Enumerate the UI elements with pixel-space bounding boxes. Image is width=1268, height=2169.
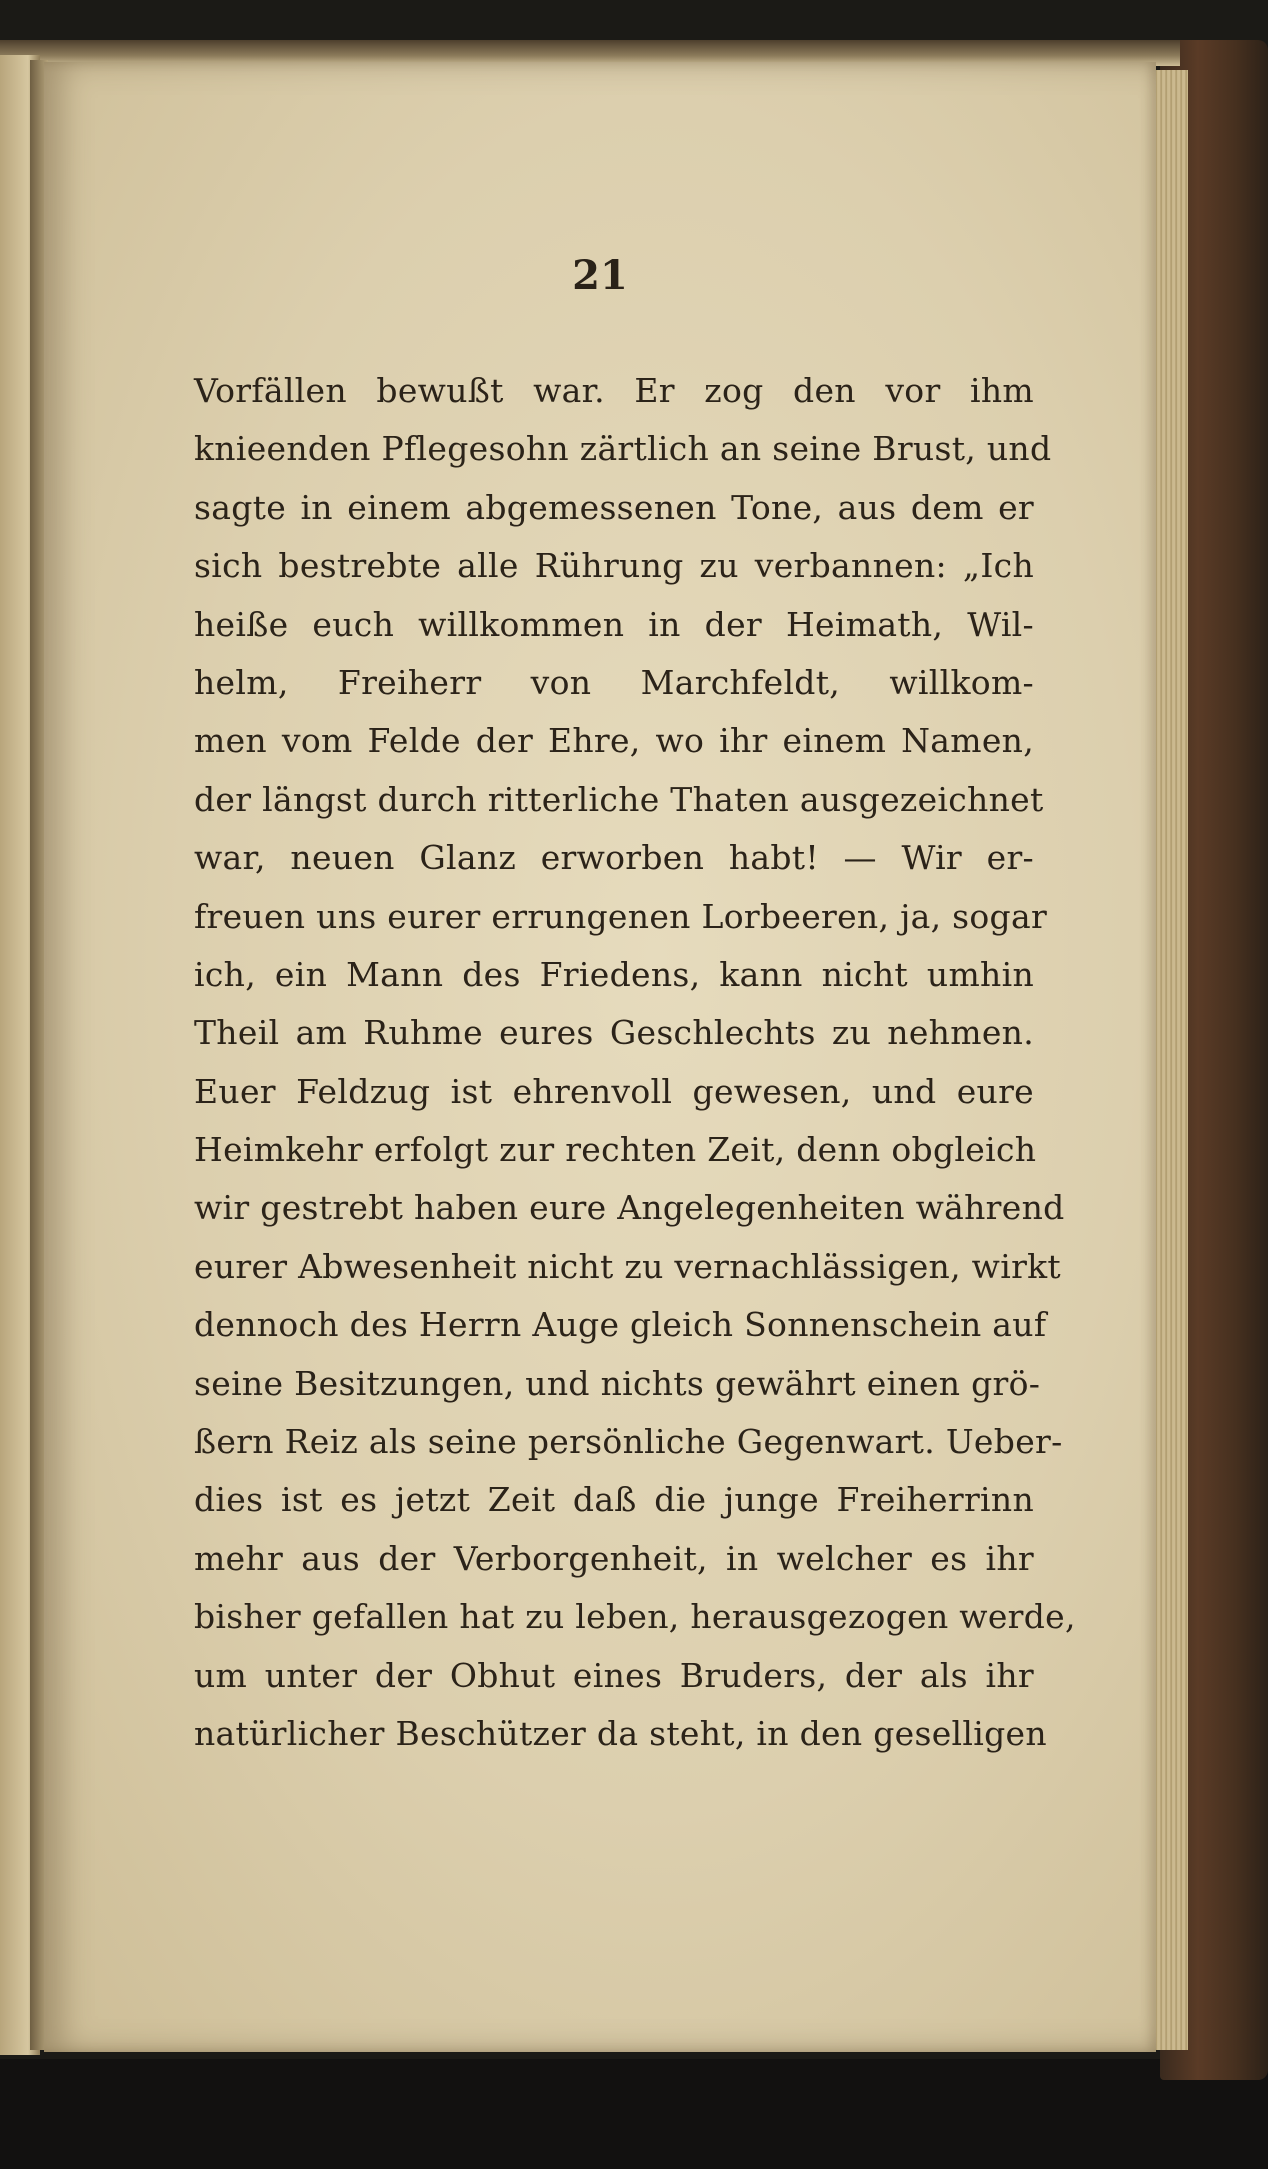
text-line: men vom Felde der Ehre, wo ihr einem Namen, [194, 721, 1034, 761]
text-line: Heimkehr erfolgt zur rechten Zeit, denn obgleich [194, 1130, 1037, 1170]
text-line: Euer Feldzug ist ehrenvoll gewesen, und eure [194, 1071, 1034, 1111]
text-line: um unter der Obhut eines Bruders, der als ihr [194, 1655, 1034, 1695]
text-line: bisher gefallen hat zu leben, herausgezogen werde, [194, 1597, 1076, 1637]
text-line: mehr aus der Verborgenheit, in welcher es ihr [194, 1538, 1034, 1578]
text-line: eurer Abwesenheit nicht zu vernachlässigen, wirkt [194, 1246, 1061, 1286]
text-line: wir gestrebt haben eure Angelegenheiten während [194, 1188, 1065, 1228]
text-line: dies ist es jetzt Zeit daß die junge Freiherrinn [194, 1480, 1034, 1520]
text-line: ich, ein Mann des Friedens, kann nicht umhin [194, 954, 1034, 994]
text-line: helm, Freiherr von Marchfeldt, willkom- [194, 662, 1034, 702]
text-line: sich bestrebte alle Rührung zu verbannen: „Ich [194, 546, 1034, 586]
text-line: Vorfällen bewußt war. Er zog den vor ihm [194, 371, 1034, 410]
text-line: Theil am Ruhme eures Geschlechts zu nehmen. [194, 1013, 1034, 1053]
text-line: seine Besitzungen, und nichts gewährt einen grö- [194, 1363, 1041, 1403]
text-line: sagte in einem abgemessenen Tone, aus dem er [194, 487, 1034, 527]
text-line: dennoch des Herrn Auge gleich Sonnenschein auf [194, 1305, 1047, 1345]
text-line: der längst durch ritterliche Thaten ausgezeichnet [194, 779, 1044, 819]
text-line: freuen uns eurer errungenen Lorbeeren, ja, sogar [194, 896, 1048, 936]
text-line: ßern Reiz als seine persönliche Gegenwart. Ueber- [194, 1422, 1063, 1462]
text-line: heiße euch willkommen in der Heimath, Wil- [194, 604, 1034, 644]
text-line: war, neuen Glanz erworben habt! — Wir er- [194, 838, 1034, 878]
book-page [44, 62, 1156, 2052]
dark-backdrop [0, 2059, 1268, 2169]
body-text [194, 362, 1076, 1763]
text-line: knieenden Pflegesohn zärtlich an seine Brust, und [194, 429, 1052, 469]
page-number: 21 [572, 252, 628, 299]
text-line: natürlicher Beschützer da steht, in den geselligen [194, 1713, 1047, 1753]
